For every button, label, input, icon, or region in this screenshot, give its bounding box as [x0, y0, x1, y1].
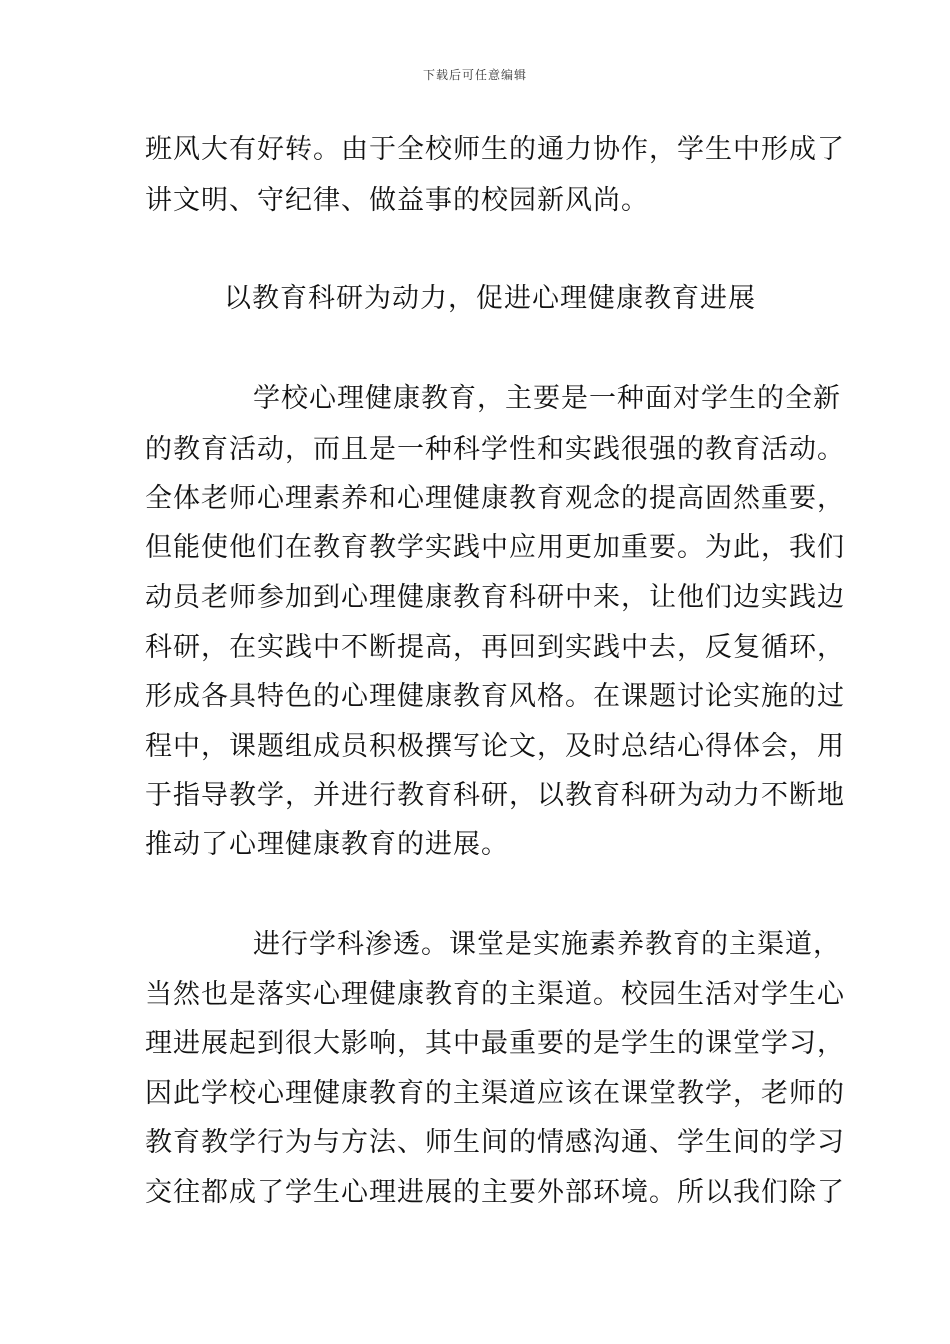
paragraph-line: 科研，在实践中不断提高，再回到实践中去，反复循环， — [145, 632, 845, 663]
paragraph-line: 进行学科渗透。课堂是实施素养教育的主渠道， — [253, 929, 841, 960]
paragraph-line: 的教育活动，而且是一种科学性和实践很强的教育活动。 — [145, 434, 845, 465]
paragraph-line: 交往都成了学生心理进展的主要外部环境。所以我们除了 — [145, 1177, 845, 1208]
paragraph-line: 但能使他们在教育教学实践中应用更加重要。为此，我们 — [145, 532, 845, 563]
paragraph-line: 学校心理健康教育，主要是一种面对学生的全新 — [253, 383, 841, 414]
paragraph-line: 形成各具特色的心理健康教育风格。在课题讨论实施的过 — [145, 681, 845, 712]
paragraph-line: 于指导教学，并进行教育科研，以教育科研为动力不断地 — [145, 780, 845, 811]
section-heading: 以教育科研为动力，促进心理健康教育进展 — [224, 283, 756, 314]
paragraph-line: 动员老师参加到心理健康教育科研中来，让他们边实践边 — [145, 582, 845, 613]
paragraph-line: 教育教学行为与方法、师生间的情感沟通、学生间的学习 — [145, 1127, 845, 1158]
paragraph-line: 程中，课题组成员积极撰写论文，及时总结心得体会，用 — [145, 731, 845, 762]
paragraph-line: 推动了心理健康教育的进展。 — [145, 829, 509, 860]
paragraph-line: 理进展起到很大影响，其中最重要的是学生的课堂学习， — [145, 1028, 845, 1059]
paragraph-line: 讲文明、守纪律、做益事的校园新风尚。 — [145, 185, 649, 216]
paragraph-line: 因此学校心理健康教育的主渠道应该在课堂教学，老师的 — [145, 1078, 845, 1109]
paragraph-line: 全体老师心理素养和心理健康教育观念的提高固然重要， — [145, 483, 845, 514]
paragraph-line: 当然也是落实心理健康教育的主渠道。校园生活对学生心 — [145, 979, 845, 1010]
paragraph-line: 班风大有好转。由于全校师生的通力协作，学生中形成了 — [145, 134, 845, 165]
page-header: 下载后可任意编辑 — [422, 68, 527, 82]
